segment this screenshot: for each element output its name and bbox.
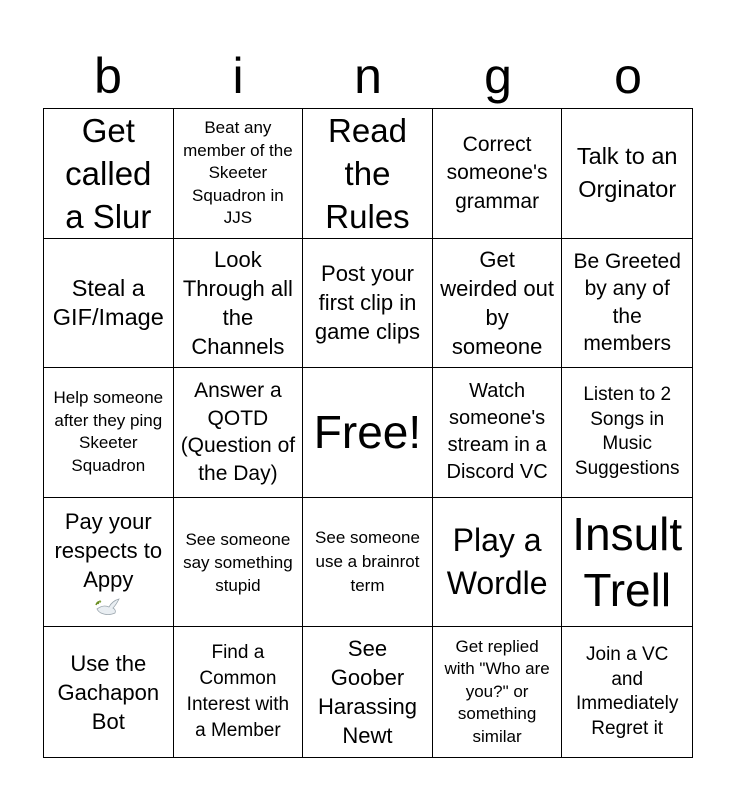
bingo-cell[interactable] xyxy=(562,109,692,239)
bingo-cell[interactable] xyxy=(433,109,563,239)
bingo-cell[interactable] xyxy=(562,239,692,369)
cell-text: Watch someone's stream in a Discord VC xyxy=(446,380,548,484)
cell-text: Find a Common Interest with a Member xyxy=(186,642,290,742)
cell-text: See Goober Harassing Newt xyxy=(317,636,418,749)
cell-text: Join a VC and Immediately Regret it xyxy=(575,644,679,739)
cell-text: Post your first clip in game clips xyxy=(314,261,421,345)
free-space[interactable] xyxy=(303,368,433,498)
bingo-cell[interactable] xyxy=(44,239,174,369)
bingo-card xyxy=(43,108,693,758)
cell-text: Answer a QOTD (Question of the Day) xyxy=(180,379,296,485)
bingo-cell[interactable] xyxy=(174,627,304,757)
cell-text: See someone use a brainrot term xyxy=(315,528,420,596)
bingo-cell[interactable] xyxy=(433,368,563,498)
bingo-cell[interactable] xyxy=(303,239,433,369)
bingo-cell[interactable] xyxy=(44,368,174,498)
header-letter-g: g xyxy=(484,48,512,104)
cell-text: Help someone after they ping Skeeter Squadron xyxy=(53,388,164,475)
cell-text: Get called a Slur xyxy=(65,111,152,235)
bingo-header xyxy=(43,44,693,108)
bingo-cell[interactable] xyxy=(174,109,304,239)
bingo-cell[interactable] xyxy=(174,498,304,628)
cell-text: Talk to an Orginator xyxy=(576,143,678,203)
cell-text: Get replied with "Who are you?" or something similar xyxy=(444,636,550,746)
bingo-cell[interactable] xyxy=(433,627,563,757)
cell-text: Read the Rules xyxy=(325,111,410,235)
header-letter-n: n xyxy=(354,48,382,104)
bingo-cell[interactable] xyxy=(433,239,563,369)
cell-text: Free! xyxy=(313,406,422,459)
bingo-cell[interactable] xyxy=(174,368,304,498)
cell-text: Insult Trell xyxy=(572,508,683,617)
cell-text: Beat any member of the Skeeter Squadron in JJS xyxy=(183,118,293,228)
bingo-cell[interactable] xyxy=(303,627,433,757)
cell-text: Pay your respects to Appy xyxy=(54,508,163,592)
cell-text: Look Through all the Channels xyxy=(182,246,293,359)
bingo-cell[interactable] xyxy=(562,368,692,498)
bingo-cell[interactable] xyxy=(303,498,433,628)
bingo-cell[interactable] xyxy=(562,498,692,628)
bingo-cell[interactable] xyxy=(303,109,433,239)
bingo-cell[interactable] xyxy=(174,239,304,369)
cell-text: Listen to 2 Songs in Music Suggestions xyxy=(574,384,680,479)
cell-text: Use the Gachapon Bot xyxy=(57,650,160,734)
bingo-cell[interactable] xyxy=(44,498,174,628)
bingo-cell[interactable] xyxy=(44,627,174,757)
cell-text: Steal a GIF/Image xyxy=(52,274,164,330)
cell-text: Get weirded out by someone xyxy=(440,246,554,359)
bingo-cell[interactable] xyxy=(44,109,174,239)
bingo-cell[interactable] xyxy=(433,498,563,628)
cell-text: Correct someone's grammar xyxy=(446,132,548,213)
header-letter-b: b xyxy=(94,48,122,104)
dove-icon xyxy=(94,596,122,618)
header-letter-i: i xyxy=(232,48,244,104)
bingo-cell[interactable] xyxy=(562,627,692,757)
header-letter-o: o xyxy=(614,48,642,104)
cell-text: Play a Wordle xyxy=(446,522,548,602)
cell-text: Be Greeted by any of the members xyxy=(573,249,681,356)
cell-text: See someone say something stupid xyxy=(183,529,293,595)
